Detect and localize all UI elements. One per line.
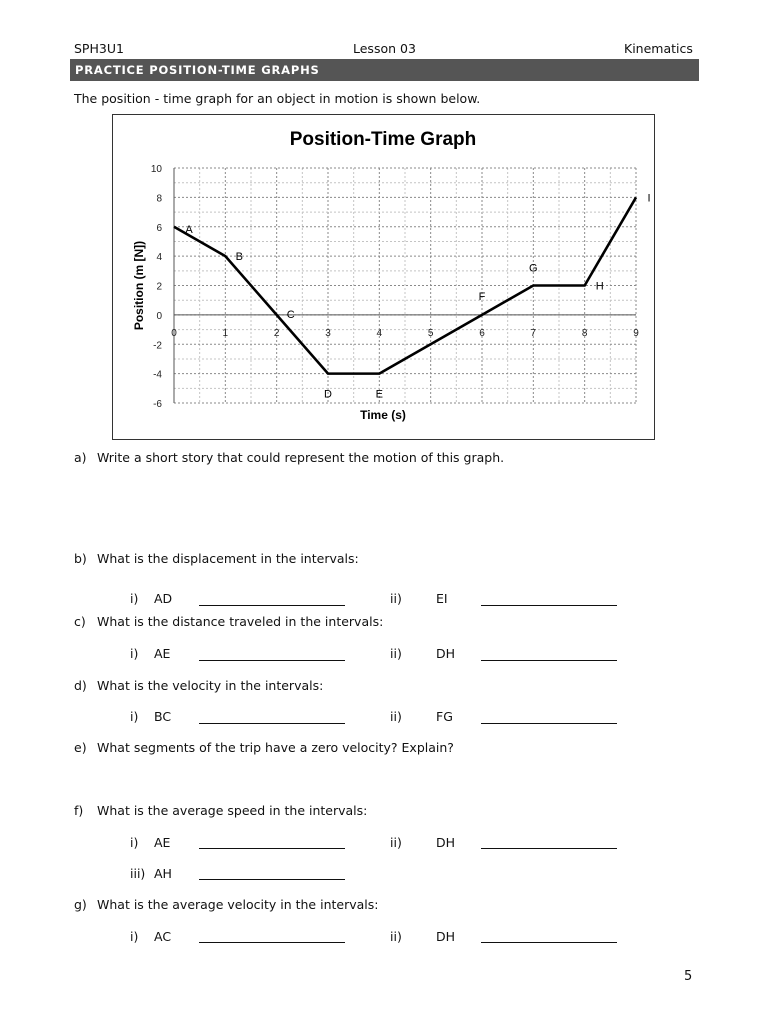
interval-label: AE	[154, 646, 171, 661]
x-axis-label: Time (s)	[360, 408, 406, 422]
question-text: What is the average velocity in the intervals:	[97, 897, 379, 912]
x-tick-label: 9	[633, 327, 639, 339]
y-tick-label: 10	[150, 164, 162, 175]
x-tick-label: 1	[222, 327, 229, 339]
point-label-h: H	[595, 280, 604, 293]
x-tick-label: 4	[376, 327, 383, 339]
answer-line[interactable]	[199, 605, 345, 606]
sub-numeral: ii)	[390, 646, 402, 661]
point-label-a: A	[185, 223, 193, 236]
x-tick-label: 7	[530, 327, 537, 339]
answer-line[interactable]	[481, 848, 617, 849]
point-label-c: C	[286, 308, 295, 321]
intro-text: The position - time graph for an object in motion is shown below.	[74, 91, 481, 106]
sub-numeral: i)	[130, 835, 139, 850]
section-banner: PRACTICE POSITION-TIME GRAPHS	[70, 59, 699, 81]
chart-svg	[113, 115, 654, 439]
sub-numeral: i)	[130, 709, 139, 724]
answer-line[interactable]	[199, 942, 345, 943]
header-lesson: Lesson 03	[353, 41, 416, 56]
question-letter: d)	[74, 678, 87, 693]
answer-line[interactable]	[481, 942, 617, 943]
sub-numeral: i)	[130, 929, 139, 944]
answer-line[interactable]	[199, 848, 345, 849]
sub-numeral: ii)	[390, 929, 402, 944]
point-label-f: F	[478, 290, 486, 303]
y-tick-label: 4	[156, 252, 162, 264]
page-number: 5	[684, 969, 693, 984]
interval-label: EI	[436, 591, 448, 606]
point-label-b: B	[235, 251, 244, 264]
sub-numeral: i)	[130, 646, 139, 661]
question-letter: a)	[74, 450, 87, 465]
point-label-d: D	[324, 388, 332, 401]
question-letter: c)	[74, 614, 86, 629]
question-letter: b)	[74, 551, 87, 566]
question-text: What is the average speed in the intervals:	[97, 803, 368, 818]
answer-line[interactable]	[199, 879, 345, 880]
x-tick-label: 5	[427, 327, 434, 339]
point-label-i: I	[647, 192, 651, 205]
interval-label: AH	[154, 866, 172, 881]
interval-label: AC	[154, 929, 172, 944]
answer-line[interactable]	[199, 723, 345, 724]
sub-numeral: ii)	[390, 709, 402, 724]
interval-label: DH	[436, 835, 456, 850]
sub-numeral: ii)	[390, 835, 402, 850]
header-course: SPH3U1	[74, 41, 124, 56]
x-tick-label: 3	[325, 327, 331, 339]
sub-numeral: i)	[130, 591, 139, 606]
interval-label: DH	[436, 646, 456, 661]
y-tick-label: -4	[153, 369, 162, 381]
interval-label: FG	[436, 709, 453, 724]
y-tick-label: 6	[156, 222, 162, 234]
question-letter: f)	[74, 803, 84, 818]
answer-line[interactable]	[481, 605, 617, 606]
y-axis-label: Position (m [N])	[132, 240, 146, 331]
position-time-chart	[112, 114, 655, 440]
answer-line[interactable]	[481, 660, 617, 661]
chart-title: Position-Time Graph	[289, 129, 477, 150]
question-letter: e)	[74, 740, 87, 755]
y-tick-label: 2	[156, 281, 162, 293]
sub-numeral: iii)	[130, 866, 146, 881]
interval-label: AE	[154, 835, 171, 850]
question-letter: g)	[74, 897, 87, 912]
answer-line[interactable]	[481, 723, 617, 724]
x-tick-label: 6	[479, 327, 485, 339]
sub-numeral: ii)	[390, 591, 402, 606]
interval-label: AD	[154, 591, 173, 606]
point-label-g: G	[529, 262, 538, 275]
header-unit: Kinematics	[624, 41, 693, 56]
point-label-e: E	[375, 388, 384, 401]
question-text: What is the displacement in the intervals:	[97, 551, 359, 566]
question-text: What is the velocity in the intervals:	[97, 678, 324, 693]
y-tick-label: -6	[153, 399, 162, 410]
y-tick-label: 0	[156, 310, 162, 322]
x-tick-label: 0	[171, 327, 177, 339]
answer-line[interactable]	[199, 660, 345, 661]
question-text: What segments of the trip have a zero velocity? Explain?	[97, 740, 454, 755]
question-text: Write a short story that could represent the motion of this graph.	[97, 450, 505, 465]
y-tick-label: 8	[156, 193, 162, 205]
x-tick-label: 8	[581, 327, 588, 339]
interval-label: DH	[436, 929, 456, 944]
x-tick-label: 2	[273, 327, 280, 339]
y-tick-label: -2	[153, 340, 162, 352]
interval-label: BC	[154, 709, 172, 724]
question-text: What is the distance traveled in the intervals:	[97, 614, 384, 629]
